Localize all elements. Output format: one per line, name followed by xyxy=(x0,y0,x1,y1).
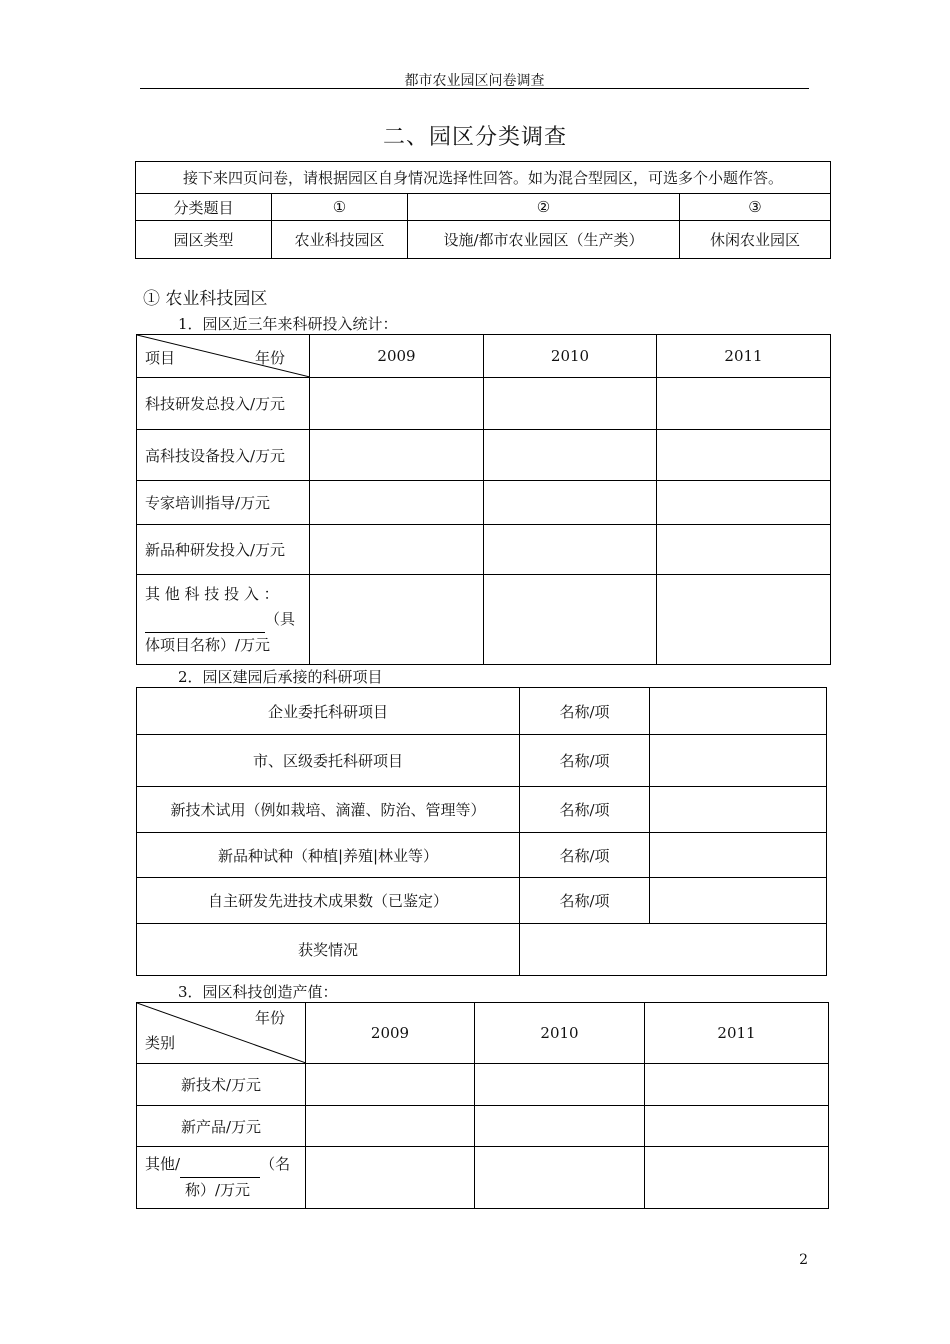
project-unit: 名称/项 xyxy=(520,735,650,787)
running-header: 都市农业园区问卷调查 xyxy=(404,73,545,89)
project-unit: 名称/项 xyxy=(520,833,650,878)
project-item: 市、区级委托科研项目 xyxy=(137,735,520,787)
input-cell[interactable] xyxy=(657,430,831,481)
input-cell[interactable] xyxy=(310,430,484,481)
input-cell[interactable] xyxy=(650,787,827,833)
header-rule xyxy=(140,88,809,89)
classification-cell: 农业科技园区 xyxy=(272,221,408,259)
input-cell[interactable] xyxy=(484,430,657,481)
classification-cell: ③ xyxy=(680,194,831,221)
input-cell[interactable] xyxy=(657,378,831,430)
input-cell[interactable] xyxy=(645,1106,829,1147)
input-cell[interactable] xyxy=(310,575,484,665)
q1-label: 1．园区近三年来科研投入统计： xyxy=(178,315,398,333)
corner-label-year: 年份 xyxy=(255,1009,286,1027)
input-cell[interactable] xyxy=(650,833,827,878)
part1-title: ① 农业科技园区 xyxy=(143,289,268,309)
fill-in-blank[interactable] xyxy=(180,1152,260,1178)
input-cell[interactable] xyxy=(657,481,831,525)
q2-table xyxy=(136,687,827,976)
year-header: 2011 xyxy=(645,1003,829,1064)
row-label: 新品种研发投入/万元 xyxy=(137,525,310,575)
q3-label: 3．园区科技创造产值： xyxy=(178,983,338,1001)
year-header: 2009 xyxy=(310,335,484,378)
award-label: 获奖情况 xyxy=(137,924,520,976)
input-cell[interactable] xyxy=(650,735,827,787)
q1-corner-cell xyxy=(137,335,310,378)
classification-cell: 设施/都市农业园区（生产类） xyxy=(408,221,680,259)
year-header: 2009 xyxy=(306,1003,475,1064)
input-cell[interactable] xyxy=(475,1064,645,1106)
input-cell[interactable] xyxy=(484,481,657,525)
input-cell[interactable] xyxy=(310,481,484,525)
input-cell[interactable] xyxy=(645,1147,829,1209)
input-cell[interactable] xyxy=(310,378,484,430)
project-unit: 名称/项 xyxy=(520,878,650,924)
q1-table xyxy=(136,334,831,665)
row-label-other xyxy=(137,575,310,665)
classification-cell: ① xyxy=(272,194,408,221)
row-label: 新技术/万元 xyxy=(137,1064,306,1106)
input-cell[interactable] xyxy=(650,878,827,924)
input-cell[interactable] xyxy=(657,525,831,575)
year-header: 2010 xyxy=(484,335,657,378)
project-item: 新品种试种（种植|养殖|林业等） xyxy=(137,833,520,878)
q3-corner-cell xyxy=(137,1003,306,1064)
year-header: 2010 xyxy=(475,1003,645,1064)
other-line-1a: 其他/ xyxy=(145,1155,181,1173)
project-unit: 名称/项 xyxy=(520,688,650,735)
classification-cell: ② xyxy=(408,194,680,221)
page-title: 二、园区分类调查 xyxy=(382,125,567,150)
other-line-2: 称）/万元 xyxy=(185,1181,251,1199)
classification-cell: 园区类型 xyxy=(136,221,272,259)
input-cell[interactable] xyxy=(484,575,657,665)
corner-label-year: 年份 xyxy=(255,349,286,367)
other-line-1: 其 他 科 技 投 入 ： xyxy=(145,584,279,603)
classification-intro: 接下来四页问卷，请根据园区自身情况选择性回答。如为混合型园区，可选多个小题作答。 xyxy=(136,162,831,194)
input-cell[interactable] xyxy=(484,525,657,575)
input-cell[interactable] xyxy=(645,1064,829,1106)
input-cell[interactable] xyxy=(306,1147,475,1209)
input-cell[interactable] xyxy=(310,525,484,575)
row-label: 高科技设备投入/万元 xyxy=(137,430,310,481)
fill-in-blank[interactable] xyxy=(145,607,265,633)
corner-label-category: 类别 xyxy=(145,1034,176,1052)
classification-cell: 分类题目 xyxy=(136,194,272,221)
classification-cell: 休闲农业园区 xyxy=(680,221,831,259)
project-item: 新技术试用（例如栽培、滴灌、防治、管理等） xyxy=(137,787,520,833)
q2-label: 2．园区建园后承接的科研项目 xyxy=(178,668,383,686)
input-cell[interactable] xyxy=(475,1106,645,1147)
input-cell[interactable] xyxy=(657,575,831,665)
row-label-other xyxy=(137,1147,306,1209)
q3-table xyxy=(136,1002,829,1209)
other-line-2: （具 xyxy=(265,609,296,628)
input-cell[interactable] xyxy=(306,1106,475,1147)
input-cell[interactable] xyxy=(475,1147,645,1209)
project-unit: 名称/项 xyxy=(520,787,650,833)
classification-table xyxy=(135,161,831,259)
other-line-1b: （名 xyxy=(260,1155,291,1173)
row-label: 专家培训指导/万元 xyxy=(137,481,310,525)
corner-label-item: 项目 xyxy=(145,349,176,367)
page-number: 2 xyxy=(799,1252,808,1268)
input-cell[interactable] xyxy=(520,924,827,976)
input-cell[interactable] xyxy=(650,688,827,735)
project-item: 企业委托科研项目 xyxy=(137,688,520,735)
row-label: 科技研发总投入/万元 xyxy=(137,378,310,430)
input-cell[interactable] xyxy=(306,1064,475,1106)
project-item: 自主研发先进技术成果数（已鉴定） xyxy=(137,878,520,924)
year-header: 2011 xyxy=(657,335,831,378)
input-cell[interactable] xyxy=(484,378,657,430)
other-line-3: 体项目名称）/万元 xyxy=(145,635,271,654)
row-label: 新产品/万元 xyxy=(137,1106,306,1147)
